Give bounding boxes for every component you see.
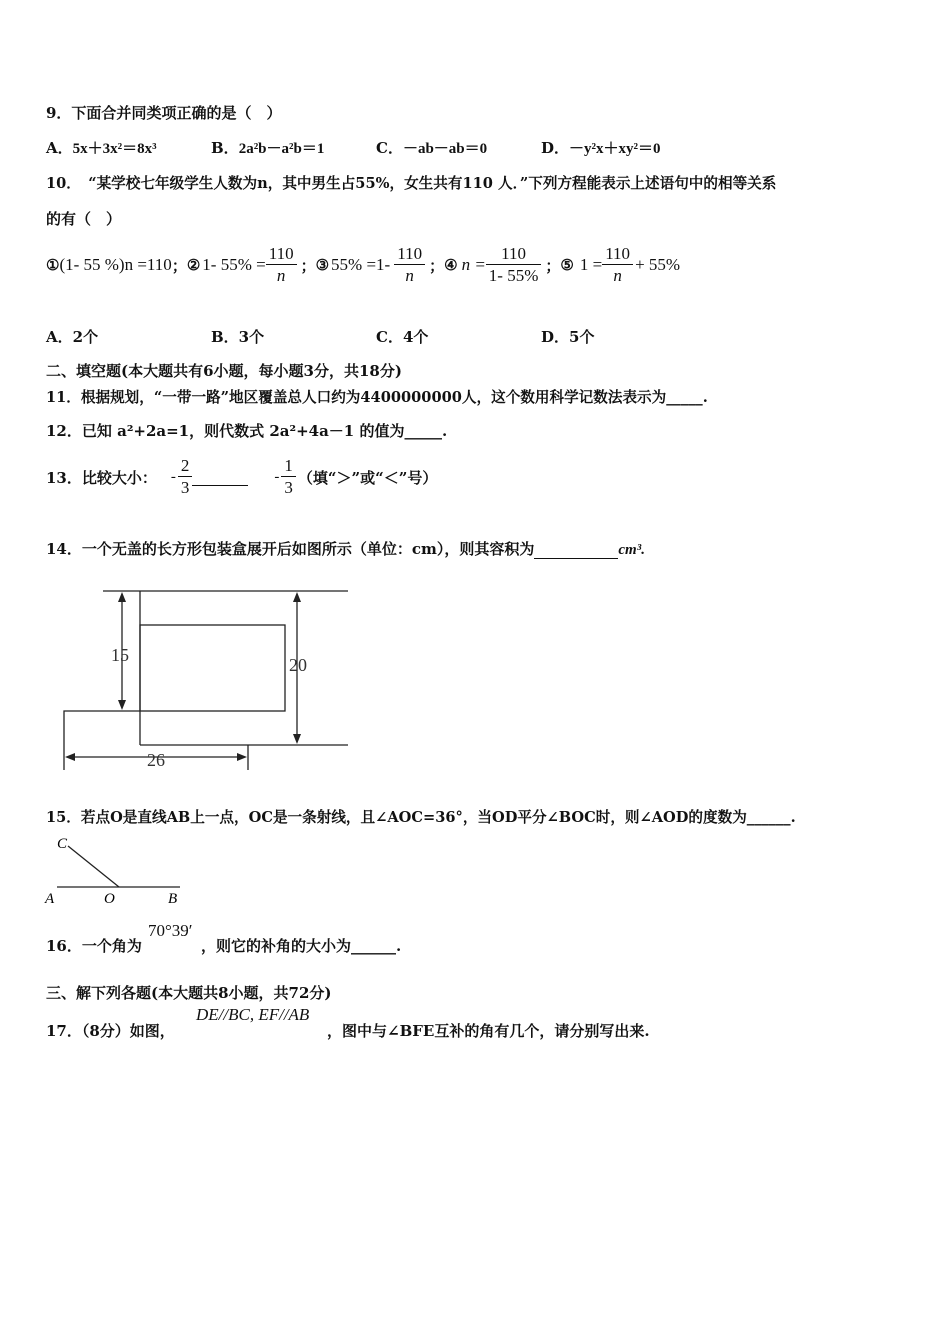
q9-d-expr: －y²x＋xy²＝0 <box>569 141 661 157</box>
label-c: C <box>57 836 68 852</box>
label-a: A <box>45 891 55 907</box>
q14-answer-blank[interactable] <box>534 540 618 559</box>
q9-b-expr: 2a²b－a²b＝1 <box>238 141 325 157</box>
eq3-fraction <box>394 244 425 287</box>
q13-minus-2: - <box>274 468 280 485</box>
q9-stem: 9．下面合并同类项正确的是（ ） <box>46 104 282 122</box>
eq3-marker: ③ <box>315 257 330 274</box>
q9-c-label: C． <box>376 139 403 157</box>
q14 <box>46 538 645 559</box>
eq5-left: 1 = <box>579 255 603 274</box>
eq5-fraction <box>602 244 633 287</box>
q13-fraction-2: $\frac{1}{3}$ <box>281 456 296 499</box>
eq5-den: n <box>613 265 622 285</box>
eq2-den: n <box>276 265 286 285</box>
eq3-den: n <box>405 265 414 285</box>
sep: ； <box>300 258 316 275</box>
eq4-left: n = <box>461 255 486 274</box>
q16-suffix: ，则它的补角的大小为______. <box>201 937 402 955</box>
q17-suffix: ，图中与∠BFE互补的角有几个，请分别写出来. <box>327 1022 650 1040</box>
q17-condition: DE//BC, EF//AB <box>196 1005 310 1024</box>
eq3-num: 110 <box>394 244 425 265</box>
q9-b <box>211 137 324 158</box>
q9-options <box>46 137 157 158</box>
q14-unit: cm³. <box>618 542 645 558</box>
q9-a-expr: 5x＋3x²＝8x³ <box>72 141 157 157</box>
label-b: B <box>168 891 178 907</box>
q9-a-label: A． <box>46 139 73 157</box>
eq3-left: 55% =1- <box>331 255 391 274</box>
sep: ； <box>429 258 445 275</box>
label-26: 26 <box>147 750 165 770</box>
q10-opt-d: D．5个 <box>541 328 595 346</box>
q11: 11．根据规划，“一带一路”地区覆盖总人口约为4400000000人，这个数用科学记数法表示为_____. <box>46 389 708 406</box>
q17-prefix: 17．（8分）如图， <box>46 1022 175 1040</box>
q10-opt-b: B．3个 <box>211 328 265 346</box>
eq4-den: 1- 55% <box>488 265 539 285</box>
sep: ； <box>545 258 561 275</box>
label-20: 20 <box>289 655 307 675</box>
eq1-marker: ① <box>46 257 60 274</box>
q10-opt-c: C．4个 <box>376 328 429 346</box>
eq4-marker: ④ <box>444 257 458 274</box>
sep: ； <box>171 258 187 275</box>
q14-box-net-figure <box>0 580 360 775</box>
q15-angle-figure <box>40 832 200 907</box>
section2-heading: 二、填空题(本大题共有6小题，每小题3分，共18分) <box>46 362 402 380</box>
label-o: O <box>104 891 115 907</box>
eq2-marker: ② <box>186 257 201 274</box>
label-15: 15 <box>111 645 129 665</box>
eq5-marker: ⑤ <box>560 257 574 274</box>
q9-c <box>376 137 487 158</box>
q10-stem-line2: 的有（ ） <box>46 210 122 228</box>
q10-opt-a: A．2个 <box>46 328 99 346</box>
q13-prefix: 13．比较大小： <box>46 468 157 487</box>
eq2-left: 1- 55% = <box>202 255 266 274</box>
q13-answer-blank[interactable] <box>192 485 248 486</box>
q9-d-label: D． <box>541 139 570 157</box>
eq1: (1- 55 %)n =110 <box>59 255 172 274</box>
q16-prefix: 16．一个角为 <box>46 937 142 955</box>
q10-stem-line1: 10． “某学校七年级学生人数为n，其中男生占55%，女生共有110 人．”下列方程能表示上述语句中的相等关系 <box>46 175 777 192</box>
section3-heading: 三、解下列各题(本大题共8小题，共72分) <box>46 984 332 1002</box>
eq4-num: 110 <box>486 244 542 265</box>
ray-oc <box>68 846 119 887</box>
eq5-right: + 55% <box>635 255 681 274</box>
eq4-fraction <box>486 244 542 287</box>
q9-d <box>541 137 661 158</box>
bottom-flap <box>64 711 140 770</box>
q15-text: 15．若点O是直线AB上一点，OC是一条射线，且∠AOC=36°，当OD平分∠BOC时，则∠AOD的度数为______. <box>46 809 796 826</box>
q12: 12．已知 a²+2a=1，则代数式 2a²+4a－1 的值为_____. <box>46 422 448 440</box>
q14-text: 14．一个无盖的长方形包装盒展开后如图所示（单位：cm），则其容积为 <box>46 540 535 558</box>
q13-fraction-1: $\frac{2}{3}$ <box>178 456 193 499</box>
q13-suffix: （填“＞”或“＜”号） <box>297 468 438 487</box>
eq2-fraction <box>266 244 297 287</box>
eq2-num: 110 <box>266 244 297 265</box>
q9-b-label: B． <box>211 139 239 157</box>
q9-c-expr: －ab－ab＝0 <box>402 141 488 157</box>
q16-angle: 70°39′ <box>148 921 193 940</box>
eq5-num: 110 <box>602 244 633 265</box>
q10-equations <box>46 240 680 290</box>
inner-rect <box>140 625 285 711</box>
q13-minus-1: - <box>170 468 176 485</box>
q13 <box>46 452 437 502</box>
